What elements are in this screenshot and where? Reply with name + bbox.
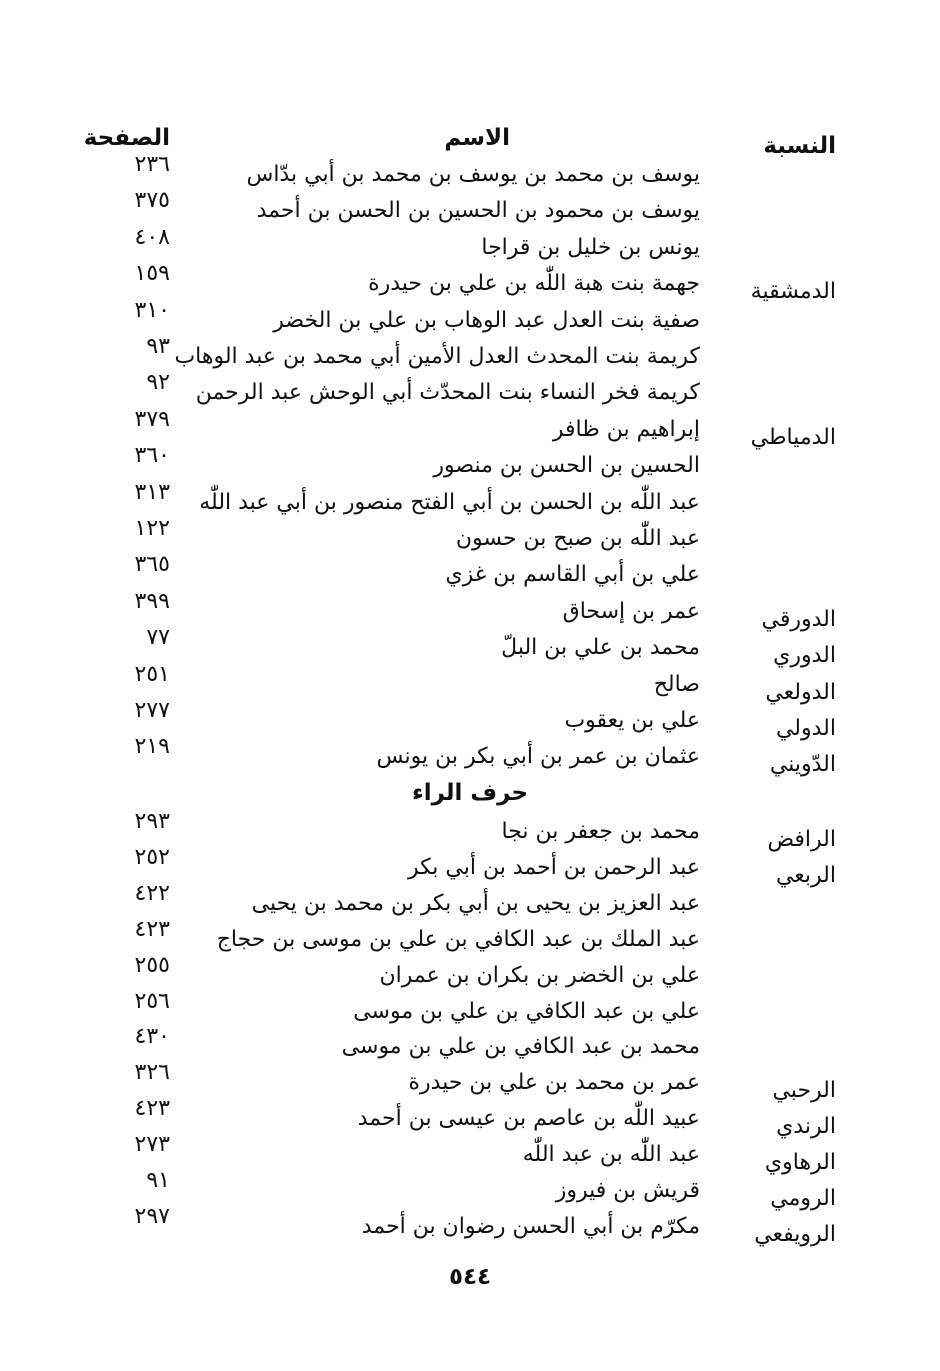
nisba-cell: الرومي — [770, 1186, 836, 1211]
page-number-cell: ٤٠٨ — [134, 224, 170, 250]
name-cell: يوسف بن محمود بن الحسين بن الحسن بن أحمد — [256, 198, 700, 224]
nisba-cell: الدورقي — [761, 606, 836, 632]
page-number-cell: ٢٩٧ — [134, 1203, 170, 1229]
page-number-cell: ٣٦٠ — [134, 443, 170, 469]
name-cell: علي بن يعقوب — [564, 708, 700, 733]
page-number-cell: ٩٣ — [146, 334, 170, 359]
name-cell: كريمة فخر النساء بنت المحدّث أبي الوحش عبد الرحمن — [195, 380, 700, 406]
name-cell: صالح — [653, 671, 700, 697]
name-cell: عبد اللّٰه بن الحسن بن أبي الفتح منصور بن أبي عبد اللّٰه — [199, 489, 700, 515]
name-cell: عمر بن إسحاق — [562, 598, 700, 624]
name-cell: محمد بن علي بن البلّ — [501, 635, 700, 661]
page-number-cell: ٩١ — [146, 1168, 170, 1193]
nisba-cell: الربعي — [775, 862, 836, 888]
page-number-cell: ٧٧ — [146, 625, 170, 651]
page-number-cell: ٣٧٩ — [134, 406, 170, 432]
page-number-cell: ٢٥٥ — [134, 952, 170, 978]
nisba-cell: الدّويني — [769, 752, 836, 778]
name-cell: علي بن أبي القاسم بن غزي — [445, 562, 700, 588]
name-cell: جهمة بنت هبة اللّٰه بن علي بن حيدرة — [368, 271, 700, 297]
index-entry-row — [0, 1203, 940, 1247]
page-number-cell: ٣٢٦ — [134, 1060, 170, 1086]
page-number-cell: ٤٢٣ — [134, 1096, 170, 1122]
name-cell: عبيد اللّٰه بن عاصم بن عيسى بن أحمد — [357, 1106, 700, 1132]
nisba-cell: الدوري — [773, 643, 836, 669]
name-cell: يوسف بن محمد بن يوسف بن محمد بن أبي بدّاس — [246, 162, 700, 187]
name-cell: عثمان بن عمر بن أبي بكر بن يونس — [376, 744, 700, 770]
name-cell: صفية بنت العدل عبد الوهاب بن علي بن الخضر — [273, 307, 700, 333]
page-number-cell: ٢١٩ — [134, 734, 170, 760]
page-number-cell: ٢٣٦ — [134, 152, 170, 177]
name-cell: علي بن الخضر بن بكران بن عمران — [379, 962, 700, 988]
page-number-cell: ٢٧٧ — [134, 698, 170, 723]
page-number-cell: ٢٩٣ — [134, 809, 170, 834]
page-number-cell: ٢٥١ — [134, 661, 170, 687]
name-cell: محمد بن عبد الكافي بن علي بن موسى — [341, 1034, 700, 1060]
name-cell: محمد بن جعفر بن نجا — [501, 819, 700, 844]
page-number-cell: ٣١٣ — [134, 479, 170, 505]
page-number-cell: ١٥٩ — [134, 261, 170, 287]
nisba-cell: الدولي — [775, 716, 836, 741]
header-name: الاسم — [444, 125, 510, 151]
page-number-cell: ٢٥٢ — [134, 844, 170, 870]
header-page: الصفحة — [83, 125, 170, 151]
nisba-cell: الرافض — [767, 827, 836, 852]
name-cell: يونس بن خليل بن قراجا — [481, 234, 700, 260]
page-number-cell: ٤٣٠ — [134, 1024, 170, 1050]
page-number-cell: ٣١٠ — [134, 297, 170, 323]
name-cell: الحسين بن الحسن بن منصور — [433, 453, 700, 479]
name-cell: قريش بن فيروز — [555, 1178, 700, 1203]
name-cell: عبد الملك بن عبد الكافي بن علي بن موسى بن حجاج — [216, 926, 700, 952]
name-cell: كريمة بنت المحدث العدل الأمين أبي محمد بن عبد الوهاب — [174, 344, 700, 369]
name-cell: مكرّم بن أبي الحسن رضوان بن أحمد — [361, 1213, 700, 1239]
name-cell: علي بن عبد الكافي بن علي بن موسى — [353, 998, 700, 1024]
page-number-cell: ٤٢٣ — [134, 916, 170, 942]
index-entry-row — [0, 734, 940, 778]
section-title: حرف الراء — [411, 780, 529, 806]
header-nisba: النسبة — [763, 133, 836, 159]
name-cell: إبراهيم بن ظافر — [552, 416, 700, 442]
page-number-cell: ٣٧٥ — [134, 188, 170, 214]
nisba-cell: الدمشقية — [750, 279, 836, 305]
nisba-cell: الرهاوي — [764, 1150, 836, 1176]
nisba-cell: الرحبي — [772, 1078, 836, 1104]
page-number-cell: ١٢٢ — [134, 516, 170, 541]
page-number-cell: ٣٩٩ — [134, 588, 170, 614]
nisba-cell: الرندي — [776, 1114, 836, 1140]
nisba-cell: الرويفعي — [754, 1221, 836, 1247]
nisba-cell: الدمياطي — [750, 424, 836, 450]
name-cell: عبد العزيز بن يحيى بن أبي بكر بن محمد بن يحيى — [251, 890, 700, 916]
name-cell: عبد اللّٰه بن صبح بن حسون — [455, 526, 700, 551]
page-number-cell: ٢٧٣ — [134, 1132, 170, 1158]
nisba-cell: الدولعي — [765, 679, 836, 705]
name-cell: عبد اللّٰه بن عبد اللّٰه — [522, 1142, 700, 1168]
page-number-cell: ٩٢ — [146, 370, 170, 396]
page-number-cell: ٢٥٦ — [134, 988, 170, 1014]
name-cell: عمر بن محمد بن علي بن حيدرة — [408, 1070, 700, 1096]
page-number-footer: ٥٤٤ — [448, 1264, 492, 1290]
name-cell: عبد الرحمن بن أحمد بن أبي بكر — [408, 854, 700, 880]
page-number-cell: ٤٢٢ — [134, 880, 170, 906]
page-number-cell: ٣٦٥ — [134, 552, 170, 578]
